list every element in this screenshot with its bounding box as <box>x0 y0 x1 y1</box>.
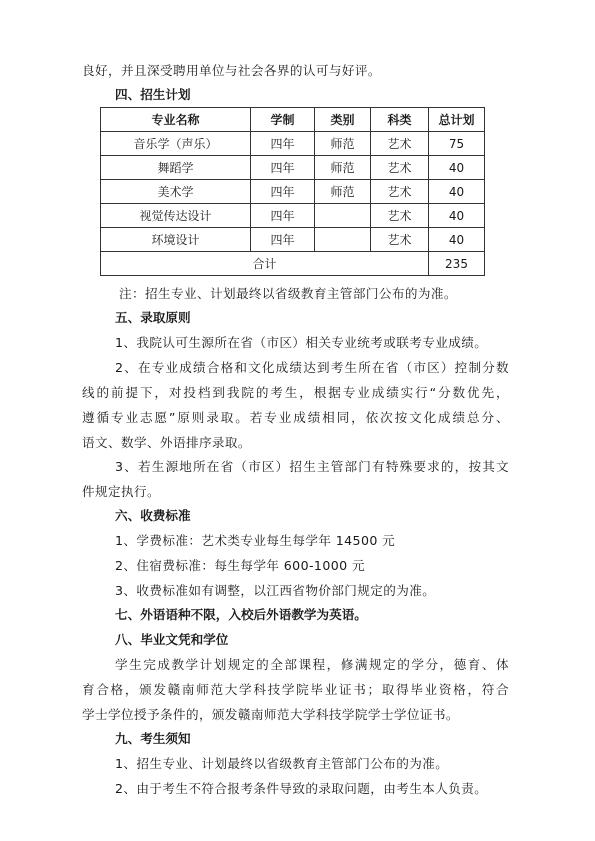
table-row <box>101 204 485 228</box>
sec6-item-1: 1、学费标准：艺术类专业每生每学年 14500 元 <box>115 533 396 548</box>
section-9-heading: 九、考生须知 <box>115 731 191 746</box>
cell-duration: 四年 <box>251 204 315 228</box>
cell-subject: 艺术 <box>371 132 429 156</box>
sec5-item-3-line-2: 件规定执行。 <box>82 484 160 499</box>
sec9-item-2: 2、由于考生不符合报考条件导致的录取问题，由考生本人负责。 <box>115 781 488 796</box>
table-total-row <box>101 252 485 276</box>
cell-type <box>315 204 371 228</box>
cell-major: 环境设计 <box>101 228 251 252</box>
sec5-item-3-line-1: 3、若生源地所在省（市区）招生主管部门有特殊要求的，按其文 <box>115 459 509 474</box>
table-row <box>101 156 485 180</box>
section-7-heading: 七、外语语种不限，入校后外语教学为英语。 <box>115 607 367 622</box>
sec8-line-2: 育合格，颁发赣南师范大学科技学院毕业证书；取得毕业资格，符合 <box>82 682 509 697</box>
cell-major: 美术学 <box>101 180 251 204</box>
enrollment-plan-table <box>100 107 485 276</box>
sec8-line-3: 学士学位授予条件的，颁发赣南师范大学科技学院学士学位证书。 <box>82 707 459 722</box>
total-label: 合计 <box>101 252 429 276</box>
cell-total: 75 <box>429 132 485 156</box>
cell-type: 师范 <box>315 156 371 180</box>
header-subject: 科类 <box>371 108 429 132</box>
section-6-heading: 六、收费标准 <box>115 508 191 523</box>
cell-duration: 四年 <box>251 228 315 252</box>
sec5-item-2-line-3: 遵循专业志愿”原则录取。若专业成绩相同，依次按文化成绩总分、 <box>82 410 509 425</box>
cell-major: 音乐学（声乐） <box>101 132 251 156</box>
intro-tail-text: 良好，并且深受聘用单位与社会各界的认可与好评。 <box>82 63 381 78</box>
sec9-item-1: 1、招生专业、计划最终以省级教育主管部门公布的为准。 <box>115 756 449 771</box>
cell-duration: 四年 <box>251 132 315 156</box>
sec6-item-2: 2、住宿费标准：每生每学年 600-1000 元 <box>115 558 365 573</box>
sec5-item-1: 1、我院认可生源所在省（市区）相关专业统考或联考专业成绩。 <box>115 335 488 350</box>
table-row <box>101 180 485 204</box>
table-note: 注：招生专业、计划最终以省级教育主管部门公布的为准。 <box>119 286 457 301</box>
sec5-item-2-line-1: 2、在专业成绩合格和文化成绩达到考生所在省（市区）控制分数 <box>115 360 509 375</box>
cell-total: 40 <box>429 156 485 180</box>
table-row <box>101 228 485 252</box>
cell-major: 视觉传达设计 <box>101 204 251 228</box>
cell-type <box>315 228 371 252</box>
section-4-heading: 四、招生计划 <box>115 87 191 102</box>
header-major: 专业名称 <box>101 108 251 132</box>
cell-type: 师范 <box>315 132 371 156</box>
cell-subject: 艺术 <box>371 156 429 180</box>
table-row <box>101 132 485 156</box>
header-total: 总计划 <box>429 108 485 132</box>
cell-total: 40 <box>429 204 485 228</box>
section-5-heading: 五、录取原则 <box>115 310 191 325</box>
cell-total: 40 <box>429 228 485 252</box>
sec8-line-1: 学生完成教学计划规定的全部课程，修满规定的学分，德育、体 <box>115 657 509 672</box>
table-header-row <box>101 108 485 132</box>
header-duration: 学制 <box>251 108 315 132</box>
cell-total: 40 <box>429 180 485 204</box>
cell-subject: 艺术 <box>371 180 429 204</box>
cell-duration: 四年 <box>251 180 315 204</box>
sec5-item-2-line-4: 语文、数学、外语排序录取。 <box>82 435 251 450</box>
cell-subject: 艺术 <box>371 228 429 252</box>
sec6-item-3: 3、收费标准如有调整，以江西省物价部门规定的为准。 <box>115 583 436 598</box>
cell-major: 舞蹈学 <box>101 156 251 180</box>
sec5-item-2-line-2: 线的前提下，对投档到我院的考生，根据专业成绩实行“分数优先， <box>82 385 509 400</box>
cell-duration: 四年 <box>251 156 315 180</box>
total-value: 235 <box>429 252 485 276</box>
cell-subject: 艺术 <box>371 204 429 228</box>
cell-type: 师范 <box>315 180 371 204</box>
header-type: 类别 <box>315 108 371 132</box>
section-8-heading: 八、毕业文凭和学位 <box>115 632 229 647</box>
